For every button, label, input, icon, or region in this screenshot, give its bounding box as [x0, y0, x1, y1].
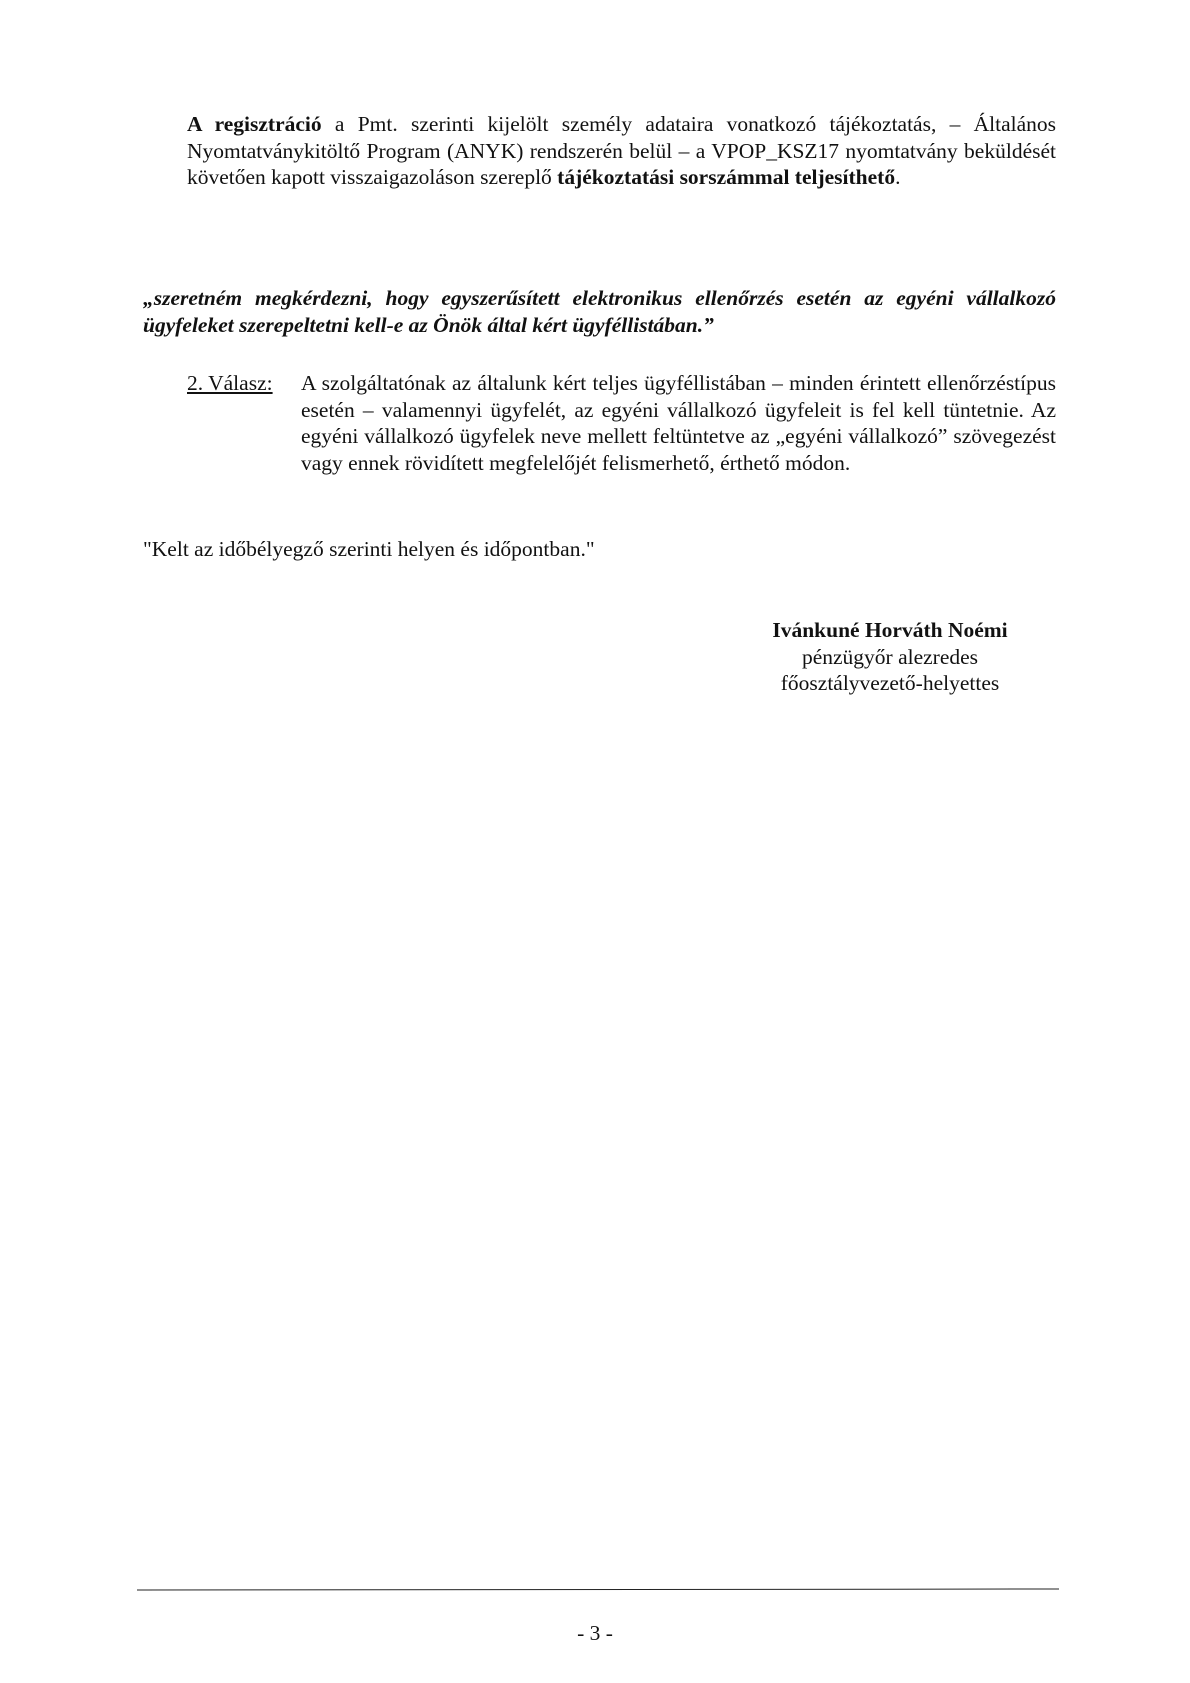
- signatory-position: főosztályvezető-helyettes: [780, 671, 1000, 695]
- paragraph-end: .: [895, 165, 901, 189]
- signature-block: [740, 617, 1040, 697]
- paragraph-text: a Pmt. szerinti kijelölt személy adataira vonatkozó tájékoztatás, – Általános Nyomtatványkitöltő Program (ANYK) rendszerén belül – a VPOP_KSZ17 nyomtatvány beküldését követően kapott visszaigazoláson szereplő: [187, 112, 1057, 189]
- paragraph-bold-end: tájékoztatási sorszámmal teljesíthető: [557, 165, 896, 189]
- signatory-rank: pénzügyőr alezredes: [801, 644, 979, 669]
- answer-label: 2. Válasz:: [187, 371, 273, 395]
- question-quote: „szeretném megkérdezni, hogy egyszerűsített elektronikus ellenőrzés esetén az egyéni vállalkozó ügyfeleket szerepeltetni kell-e az Önök által kért ügyféllistában.”: [143, 286, 1056, 337]
- dated-statement: "Kelt az időbélyegző szerinti helyen és időpontban.": [143, 537, 595, 561]
- footer-divider: [137, 1589, 1059, 1591]
- paragraph-bold-start: A regisztráció: [187, 112, 322, 136]
- signatory-name: Ivánkuné Horváth Noémi: [772, 618, 1008, 642]
- page-number: - 3 -: [577, 1621, 613, 1645]
- answer-text: A szolgáltatónak az általunk kért teljes ügyféllistában – minden érintett ellenőrzéstípus esetén – valamennyi ügyfelét, az egyéni vállalkozó ügyfeleit is fel kell tüntetnie. Az egyéni vállalkozó ügyfelek neve mellett feltüntetve az „egyéni vállalkozó” szövegezést vagy ennek rövidített megfelelőjét felismerhető, érthető módon.: [301, 371, 1056, 475]
- registration-paragraph: [187, 111, 1056, 191]
